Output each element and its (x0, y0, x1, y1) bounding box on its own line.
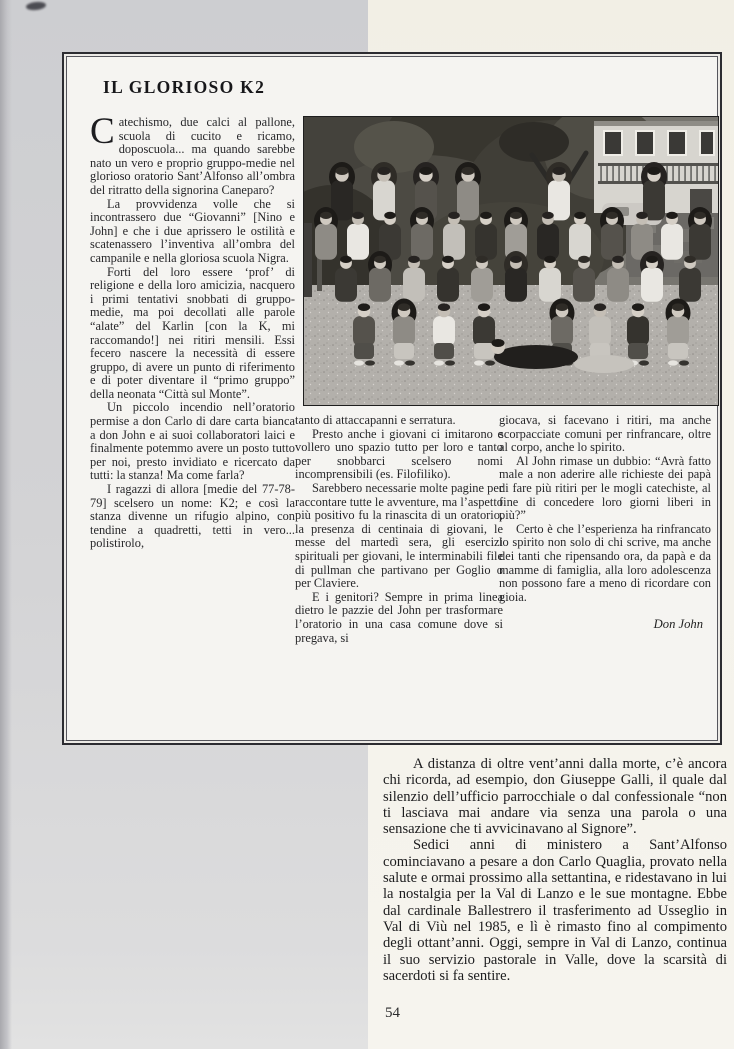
paragraph: Al John rimase un dubbio: “Avrà fatto male a non aderire alle richieste dei papà di fare più ritiri per le mogli catechiste, al fine di concedere loro giorni liberi in più?” (499, 453, 711, 523)
paragraph: Certo è che l’esperienza ha rinfrancato lo spirito non solo di chi scrive, ma anche dei tanti che ripensando ora, da papà e da mamme di famiglia, alla loro adolescenza non possono fare a meno di ricordare con gioia. (499, 521, 711, 604)
group-photo-illustration (304, 117, 718, 405)
paragraph: Sarebbero necessarie molte pagine per raccontare tutte le avventure, ma l’aspetto più positivo fu la rinascita di un oratorio, la presenza di centinaia di giovani, le messe del martedì sera, gli esercizi spirituali per giovani, le interminabili file di pullman che partivano per Goglio o per Claviere. (295, 480, 503, 591)
footer-text-block (383, 756, 727, 984)
paragraph-text: atechismo, due calci al pallone, scuola di cucito e ricamo, doposcuola... ma quando sarebbe nato un vero e proprio gruppo-medie nel glorioso oratorio Sant’Alfonso all’ombra del ritratto della signorina Caneparo? (90, 115, 295, 197)
article-inner-frame (66, 56, 718, 741)
article-column-left (90, 111, 295, 551)
paragraph: tanto di attaccapanni e serratura. (295, 413, 456, 427)
article-title: IL GLORIOSO K2 (103, 77, 266, 97)
article-box (62, 52, 722, 745)
paragraph: giocava, si facevano i ritiri, ma anche scorpacciate comuni per rinfrancare, oltre al corpo, anche lo spirito. (499, 413, 711, 455)
footer-paragraph: Sedici anni di ministero a Sant’Alfonso cominciavano a pesare a don Carlo Quaglia, provato nella salute e ormai prossimo alla settantina, e ridestavano in lui la nostalgia per la Val di Lanzo e le sue montagne. Ebbe dal cardinale Ballestrero il trasferimento ad Usseglio in Val di Viù nel 1985, e lì è rimasto fino al compimento degli ottant’anni. Oggi, sempre in Val di Lanzo, continua il suo servizio pastorale in Valle, dove la scarsità di sacerdoti si fa sentire. (383, 837, 727, 984)
author-signature: Don John (653, 617, 703, 632)
scan-edge-shadow (0, 0, 12, 1049)
paragraph: E i genitori? Sempre in prima linea dietro le pazzie del John per trasformare l’oratorio in una casa comune dove si pregava, si (295, 589, 503, 645)
footer-paragraph: A distanza di oltre vent’anni dalla morte, c’è ancora chi ricorda, ad esempio, don Giuseppe Galli, il quale dal silenzio dell’ufficio parrocchiale o dal confessionale “non ti lasciava mai andare via senza una parola o una sensazione che ti avvicinavano al Signore”. (383, 756, 727, 838)
drop-cap: C (90, 111, 115, 152)
paragraph: I ragazzi di allora [medie del 77-78-79] scelsero un nome: K2; e così la stanza divenne un rifugio alpino, con tendine a quadretti, tetti in vero... polistirolo, (90, 482, 295, 551)
paragraph: La provvidenza volle che si incontrassero due “Giovanni” [Nino e John] e che i due aprissero le ostilità e scatenassero l’inventiva all’ombra del campanile e nella gloriosa scuola Nigra. (90, 196, 295, 265)
paragraph: Un piccolo incendio nell’oratorio permise a don Carlo di dare carta bianca a don John e ai suoi collaboratori laici e finalmente potemmo avere un posto tutto per noi, presto invidiato e ricercato da tutti: la stanza! Ma come farla? (90, 400, 295, 483)
article-column-middle (295, 414, 503, 645)
paragraph: Forti del loro essere ‘prof’ di religione e della loro amicizia, nacquero i primi tentativi snobbati di gruppo-medie, ma poi decollati alle parole “alate” del Karlin [con la K, mi raccomando!] nei ritiri mensili. Essi fecero nascere la necessità di essere gruppo, di avere un punto di riferimento e di poter diventare il “primo gruppo” della neonata “Città sul Monte”. (90, 264, 295, 401)
page-number: 54 (385, 1005, 400, 1021)
article-column-right (499, 414, 711, 632)
paragraph (90, 111, 295, 198)
group-photo (303, 116, 719, 406)
paragraph: Presto anche i giovani ci imitarono e vollero uno spazio tutto per loro e tanto per snobbarci scelsero nomi incomprensibili (es. Filofiliko). (295, 426, 503, 482)
